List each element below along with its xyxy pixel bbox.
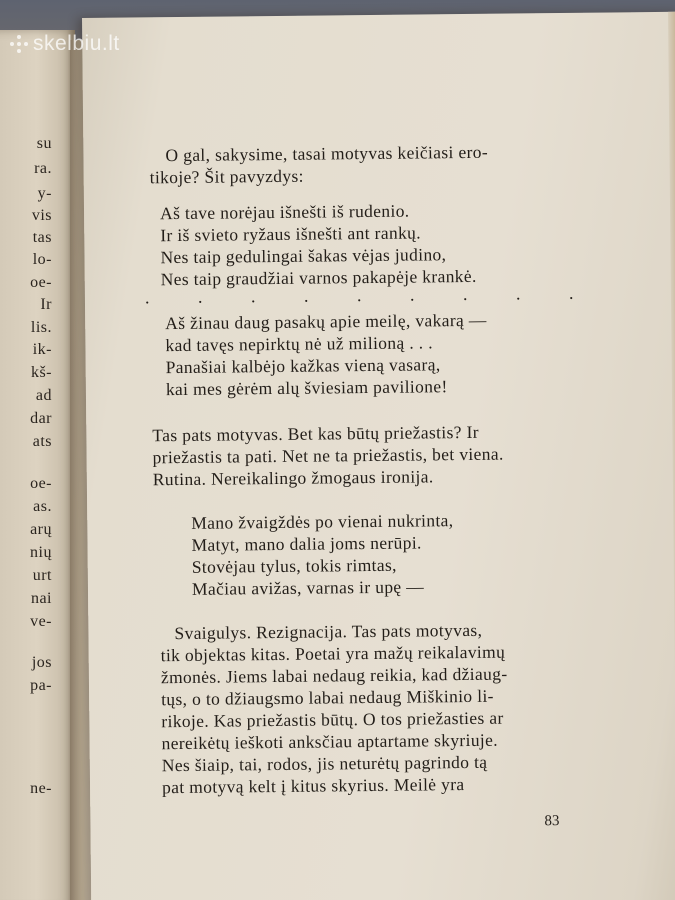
- left-fragment: jos: [31, 654, 52, 671]
- text-line: tik objektas kitas. Poetai yra mažų reikalavimų: [160, 641, 506, 666]
- page-number: 83: [544, 813, 560, 830]
- left-fragment: dar: [30, 410, 52, 427]
- left-fragment: nai: [30, 590, 52, 607]
- poem-line: Stovėjau tylus, tokis rimtas,: [191, 554, 397, 577]
- left-fragment: nių: [30, 544, 52, 561]
- text-line: pat motyvą kelt į kitus skyrius. Meilė yra: [161, 774, 465, 798]
- poem-line: Aš tave norėjau išnešti iš rudenio.: [159, 200, 410, 224]
- watermark-text: skelbiu.lt: [33, 32, 120, 55]
- text-line: nereikėtų ieškoti anksčiau aptartame skyriuje.: [161, 729, 499, 754]
- left-fragment: oe-: [30, 274, 52, 291]
- left-fragment: pa-: [30, 677, 52, 694]
- left-fragment: ad: [35, 387, 52, 404]
- dots-logo-icon: [10, 35, 28, 53]
- poem-line: Nes taip gedulingai šakas vėjas judino,: [160, 244, 447, 268]
- text-line: Rutina. Nereikalingo žmogaus ironija.: [152, 466, 434, 490]
- left-fragment: vis: [31, 207, 52, 224]
- text-line: Tas pats motyvas. Bet kas būtų priežastis? Ir: [152, 421, 480, 446]
- left-fragment: y-: [37, 185, 52, 202]
- left-fragment: ats: [32, 433, 52, 450]
- poem-line: Mačiau avižas, varnas ir upę —: [191, 576, 425, 599]
- left-fragment: as.: [33, 498, 52, 515]
- text-line: tikoje? Šit pavyzdys:: [149, 165, 304, 188]
- text-line: rikoje. Kas priežastis būtų. O tos priežasties ar: [161, 707, 504, 732]
- left-fragment: oe-: [30, 475, 52, 492]
- poem-line: Matyt, mano dalia joms nerūpi.: [191, 532, 422, 555]
- watermark: [10, 32, 120, 56]
- poem-line: kad tavęs nepirktų nė už milioną . . .: [165, 332, 433, 356]
- left-fragment: ne-: [30, 780, 52, 797]
- poem-line: Ir iš svieto ryžaus išnešti ant rankų.: [160, 222, 422, 246]
- left-fragment: arų: [30, 521, 52, 538]
- left-fragment: urt: [32, 567, 52, 584]
- poem-line: Nes taip graudžiai varnos pakapėje krankė.: [160, 265, 477, 290]
- left-fragment: su: [36, 135, 52, 152]
- text-line: žmonės. Jiems labai nedaug reikia, kad džiaug-: [160, 663, 508, 688]
- left-page: [0, 30, 75, 900]
- poem-line: Mano žvaigždės po vienai nukrinta,: [191, 510, 454, 533]
- left-fragment: lo-: [32, 251, 52, 268]
- text-line: O gal, sakysime, tasai motyvas keičiasi ero-: [165, 141, 489, 166]
- text-line: Nes šiaip, tai, rodos, jis neturėtų pagrindo tą: [161, 751, 488, 776]
- left-fragment: lis.: [30, 319, 52, 336]
- poem-line: Panašiai kalbėjo kažkas vieną vasarą,: [165, 354, 441, 378]
- page-edge: [668, 12, 675, 900]
- left-fragment: tas: [32, 229, 52, 246]
- poem-line: kai mes gėrėm alų šviesiam pavilione!: [165, 376, 448, 400]
- text-line: priežastis ta pati. Net ne ta priežastis, bet viena.: [152, 443, 504, 468]
- left-fragment: Ir: [40, 296, 52, 313]
- text-line: tųs, o to džiaugsmo labai nedaug Miškinio li-: [161, 685, 494, 710]
- stanza-separator: . . . . . . . . .: [144, 282, 596, 308]
- left-fragment: ik-: [32, 341, 52, 358]
- poem-line: Aš žinau daug pasakų apie meilę, vakarą —: [165, 309, 487, 334]
- left-fragment: kš-: [30, 364, 52, 381]
- left-fragment: ra.: [34, 160, 52, 177]
- right-page: [82, 12, 675, 900]
- text-line: Svaigulys. Rezignacija. Tas pats motyvas,: [174, 619, 483, 644]
- left-fragment: ve-: [30, 613, 52, 630]
